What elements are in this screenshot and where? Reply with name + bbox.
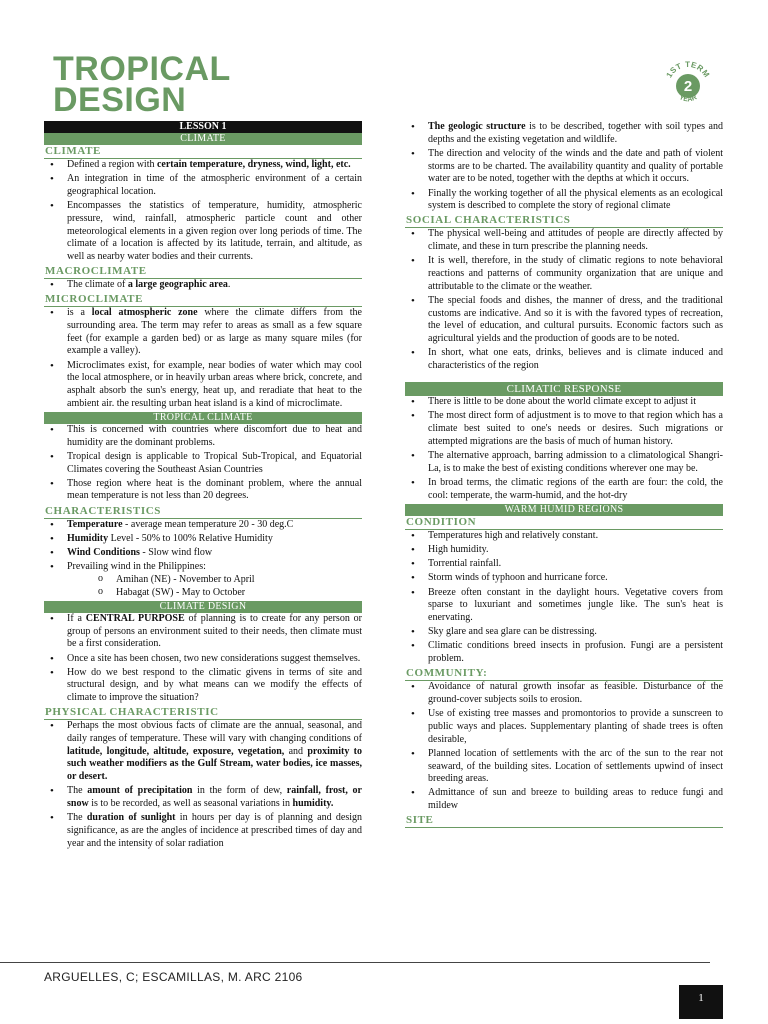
list-item: • In short, what one eats, drinks, believes and is climate induced and characteristics of the region [405,347,723,372]
list-item: • Climatic conditions breed insects in profusion. Fungi are a persistent problem. [405,640,723,665]
list-item: • The alternative approach, barring admission to a climatological Shangri-La, is to make the best of existing conditions wherever one may be. [405,450,723,475]
physical-continued-list [405,121,723,213]
climate-list [44,159,362,264]
list-item: • Once a site has been chosen, two new considerations suggest themselves. [44,653,362,666]
page-number: 1 [679,985,723,1019]
warm-humid-bar: WARM HUMID REGIONS [405,504,723,516]
list-item: • The climate of a large geographic area. [44,279,362,292]
list-item: • Temperature - average mean temperature 20 - 30 deg.C [44,519,362,532]
list-item: • Sky glare and sea glare can be distressing. [405,626,723,639]
list-item: • Use of existing tree masses and promontorios to provide a sunscreen to public ways and places. Supplementary planting of shade trees is often desirable, [405,708,723,746]
term-badge-icon [660,56,716,112]
section-heading-climate: CLIMATE [44,145,362,159]
list-item: • How do we best respond to the climatic givens in terms of site and structural design, and by what means can we modify the effects of climate to improve the situation? [44,667,362,705]
sub-list-item: o Amihan (NE) - November to April [67,574,362,587]
section-heading-condition: CONDITION [405,516,723,530]
list-item: • The most direct form of adjustment is to move to that region which has a climate best suited to one's needs or desires. Such migrations or attempted migrations are the basis of much of human history. [405,410,723,448]
list-item: • Planned location of settlements with the arc of the sun to the rear not seaward, of the building sites. Location of settlements upwind of insect breeding areas. [405,748,723,786]
macroclimate-list [44,279,362,292]
list-item: • Perhaps the most obvious facts of climate are the annual, seasonal, and daily ranges of temperature. These will vary with changing conditions of latitude, longitude, altitude, exposure, vegetation, and proximity to such weather modifiers as the Gulf Stream, water bodies, ice masses, or desert. [44,720,362,784]
list-item: • Finally the working together of all the physical elements as an ecological system is described to complete the story of regional climate [405,188,723,213]
page-title [53,50,231,119]
list-item: • Those region where heat is the dominant problem, where the annual mean temperature is not less than 20 degrees. [44,478,362,503]
list-item: • Avoidance of natural growth insofar as feasible. Disturbance of the ground-cover subjects soils to erosion. [405,681,723,706]
community-list [405,681,723,813]
tropical-climate-bar: TROPICAL CLIMATE [44,412,362,424]
list-item: • is a local atmospheric zone where the climate differs from the surrounding area. The term may refer to areas as small as a few square feet (for example a garden bed) or as large as many square miles (for example a valley). [44,307,362,358]
list-item: • The amount of precipitation in the form of dew, rainfall, frost, or snow is to be recorded, as well as seasonal variations in humidity. [44,785,362,810]
response-list [405,396,723,502]
section-heading-macroclimate: MACROCLIMATE [44,265,362,279]
list-item: • Defined a region with certain temperature, dryness, wind, light, etc. [44,159,362,172]
social-list [405,228,723,372]
list-item: • It is well, therefore, in the study of climatic regions to note behavioral reactions and patterns of community organization that are unique and attributable to the climate or the weather. [405,255,723,293]
badge-text-bottom: YEAR [677,94,699,104]
list-item: • Prevailing wind in the Philippines: o Amihan (NE) - November to April o Habagat (SW) - May to October [44,561,362,599]
wind-sublist [67,574,362,599]
badge-text-top: 1ST TERM [664,59,712,80]
climate-design-list [44,613,362,705]
list-item: • Torrential rainfall. [405,558,723,571]
list-item: • Breeze often constant in the daylight hours. Vegetative covers from sparse to luxuriant and sometimes jungle like. The sun's heat is enervating. [405,587,723,625]
section-heading-physical: PHYSICAL CHARACTERISTIC [44,706,362,720]
lesson-label: LESSON 1 [44,121,362,133]
list-item: • In broad terms, the climatic regions of the earth are four: the cold, the cool: temperate, the warm-humid, and the hot-dry [405,477,723,502]
list-item: • Encompasses the statistics of temperature, humidity, atmospheric pressure, wind, rainfall, atmospheric particle count and other meteorological elements in a given region over long periods of time. The climate of a location is affected by its latitude, terrain, and altitude, as well as nearby water bodies and their currents. [44,200,362,264]
section-heading-microclimate: MICROCLIMATE [44,293,362,307]
list-item: • The duration of sunlight in hours per day is of planning and design significance, as are the angles of incidence at prescribed times of day and year and the intensity of solar radiation [44,812,362,850]
condition-list [405,530,723,666]
footer-divider [0,962,710,963]
list-item: • This is concerned with countries where discomfort due to heat and humidity are the dominant problems. [44,424,362,449]
list-item: • If a CENTRAL PURPOSE of planning is to create for any person or group of persons an environment suited to their needs, then climate must be a first consideration. [44,613,362,651]
list-item: • Wind Conditions - Slow wind flow [44,547,362,560]
list-item: • The special foods and dishes, the manner of dress, and the traditional customs are indicative. And so it is with the favored types of recreation, the level of education, and cultural pursuits. Economic factors such as agricultural yields and the production of goods are to be noted. [405,295,723,346]
title-line-2: DESIGN [53,81,187,119]
section-heading-site: SITE [405,814,723,828]
list-item: • There is little to be done about the world climate except to adjust it [405,396,723,409]
list-item: • The physical well-being and attitudes of people are directly affected by climate, and these in turn prescribe the planning needs. [405,228,723,253]
list-item: • Microclimates exist, for example, near bodies of water which may cool the local atmosphere, or in heavily urban areas where brick, concrete, and asphalt absorb the sun's energy, heat up, and reradiate that heat to the ambient air. the resulting urban heat island is a kind of microclimate. [44,360,362,411]
section-heading-social: SOCIAL CHARACTERISTICS [405,214,723,228]
sub-list-item: o Habagat (SW) - May to October [67,587,362,600]
list-item: • High humidity. [405,544,723,557]
physical-list [44,720,362,850]
footer-authors: ARGUELLES, C; ESCAMILLAS, M. ARC 2106 [44,970,303,984]
right-column [405,121,723,828]
characteristics-list [44,519,362,600]
climatic-response-bar: CLIMATIC RESPONSE [405,382,723,396]
list-item: • The geologic structure is to be described, together with soil types and depths and the existing vegetation and wildlife. [405,121,723,146]
list-item: • An integration in time of the atmospheric environment of a certain geographical location. [44,173,362,198]
left-column [44,121,362,852]
climate-design-bar: CLIMATE DESIGN [44,601,362,613]
section-heading-community: COMMUNITY: [405,667,723,681]
lesson-subtitle: CLIMATE [44,133,362,145]
title-line-1: TROPICAL [53,50,231,88]
badge-number: 2 [683,78,693,95]
list-item: • Temperatures high and relatively constant. [405,530,723,543]
microclimate-list [44,307,362,410]
list-item: • Humidity Level - 50% to 100% Relative Humidity [44,533,362,546]
list-item: • Storm winds of typhoon and hurricane force. [405,572,723,585]
tropical-list [44,424,362,503]
section-heading-characteristics: CHARACTERISTICS [44,505,362,519]
list-item: • Admittance of sun and breeze to building areas to reduce fungi and mildew [405,787,723,812]
list-item: • Tropical design is applicable to Tropical Sub-Tropical, and Equatorial Climates covering the Southeast Asian Countries [44,451,362,476]
list-item: • The direction and velocity of the winds and the date and path of violent storms are to be charted. The availability quantity and quality of portable water are to be noted, together with the depths at which it occurs. [405,148,723,186]
